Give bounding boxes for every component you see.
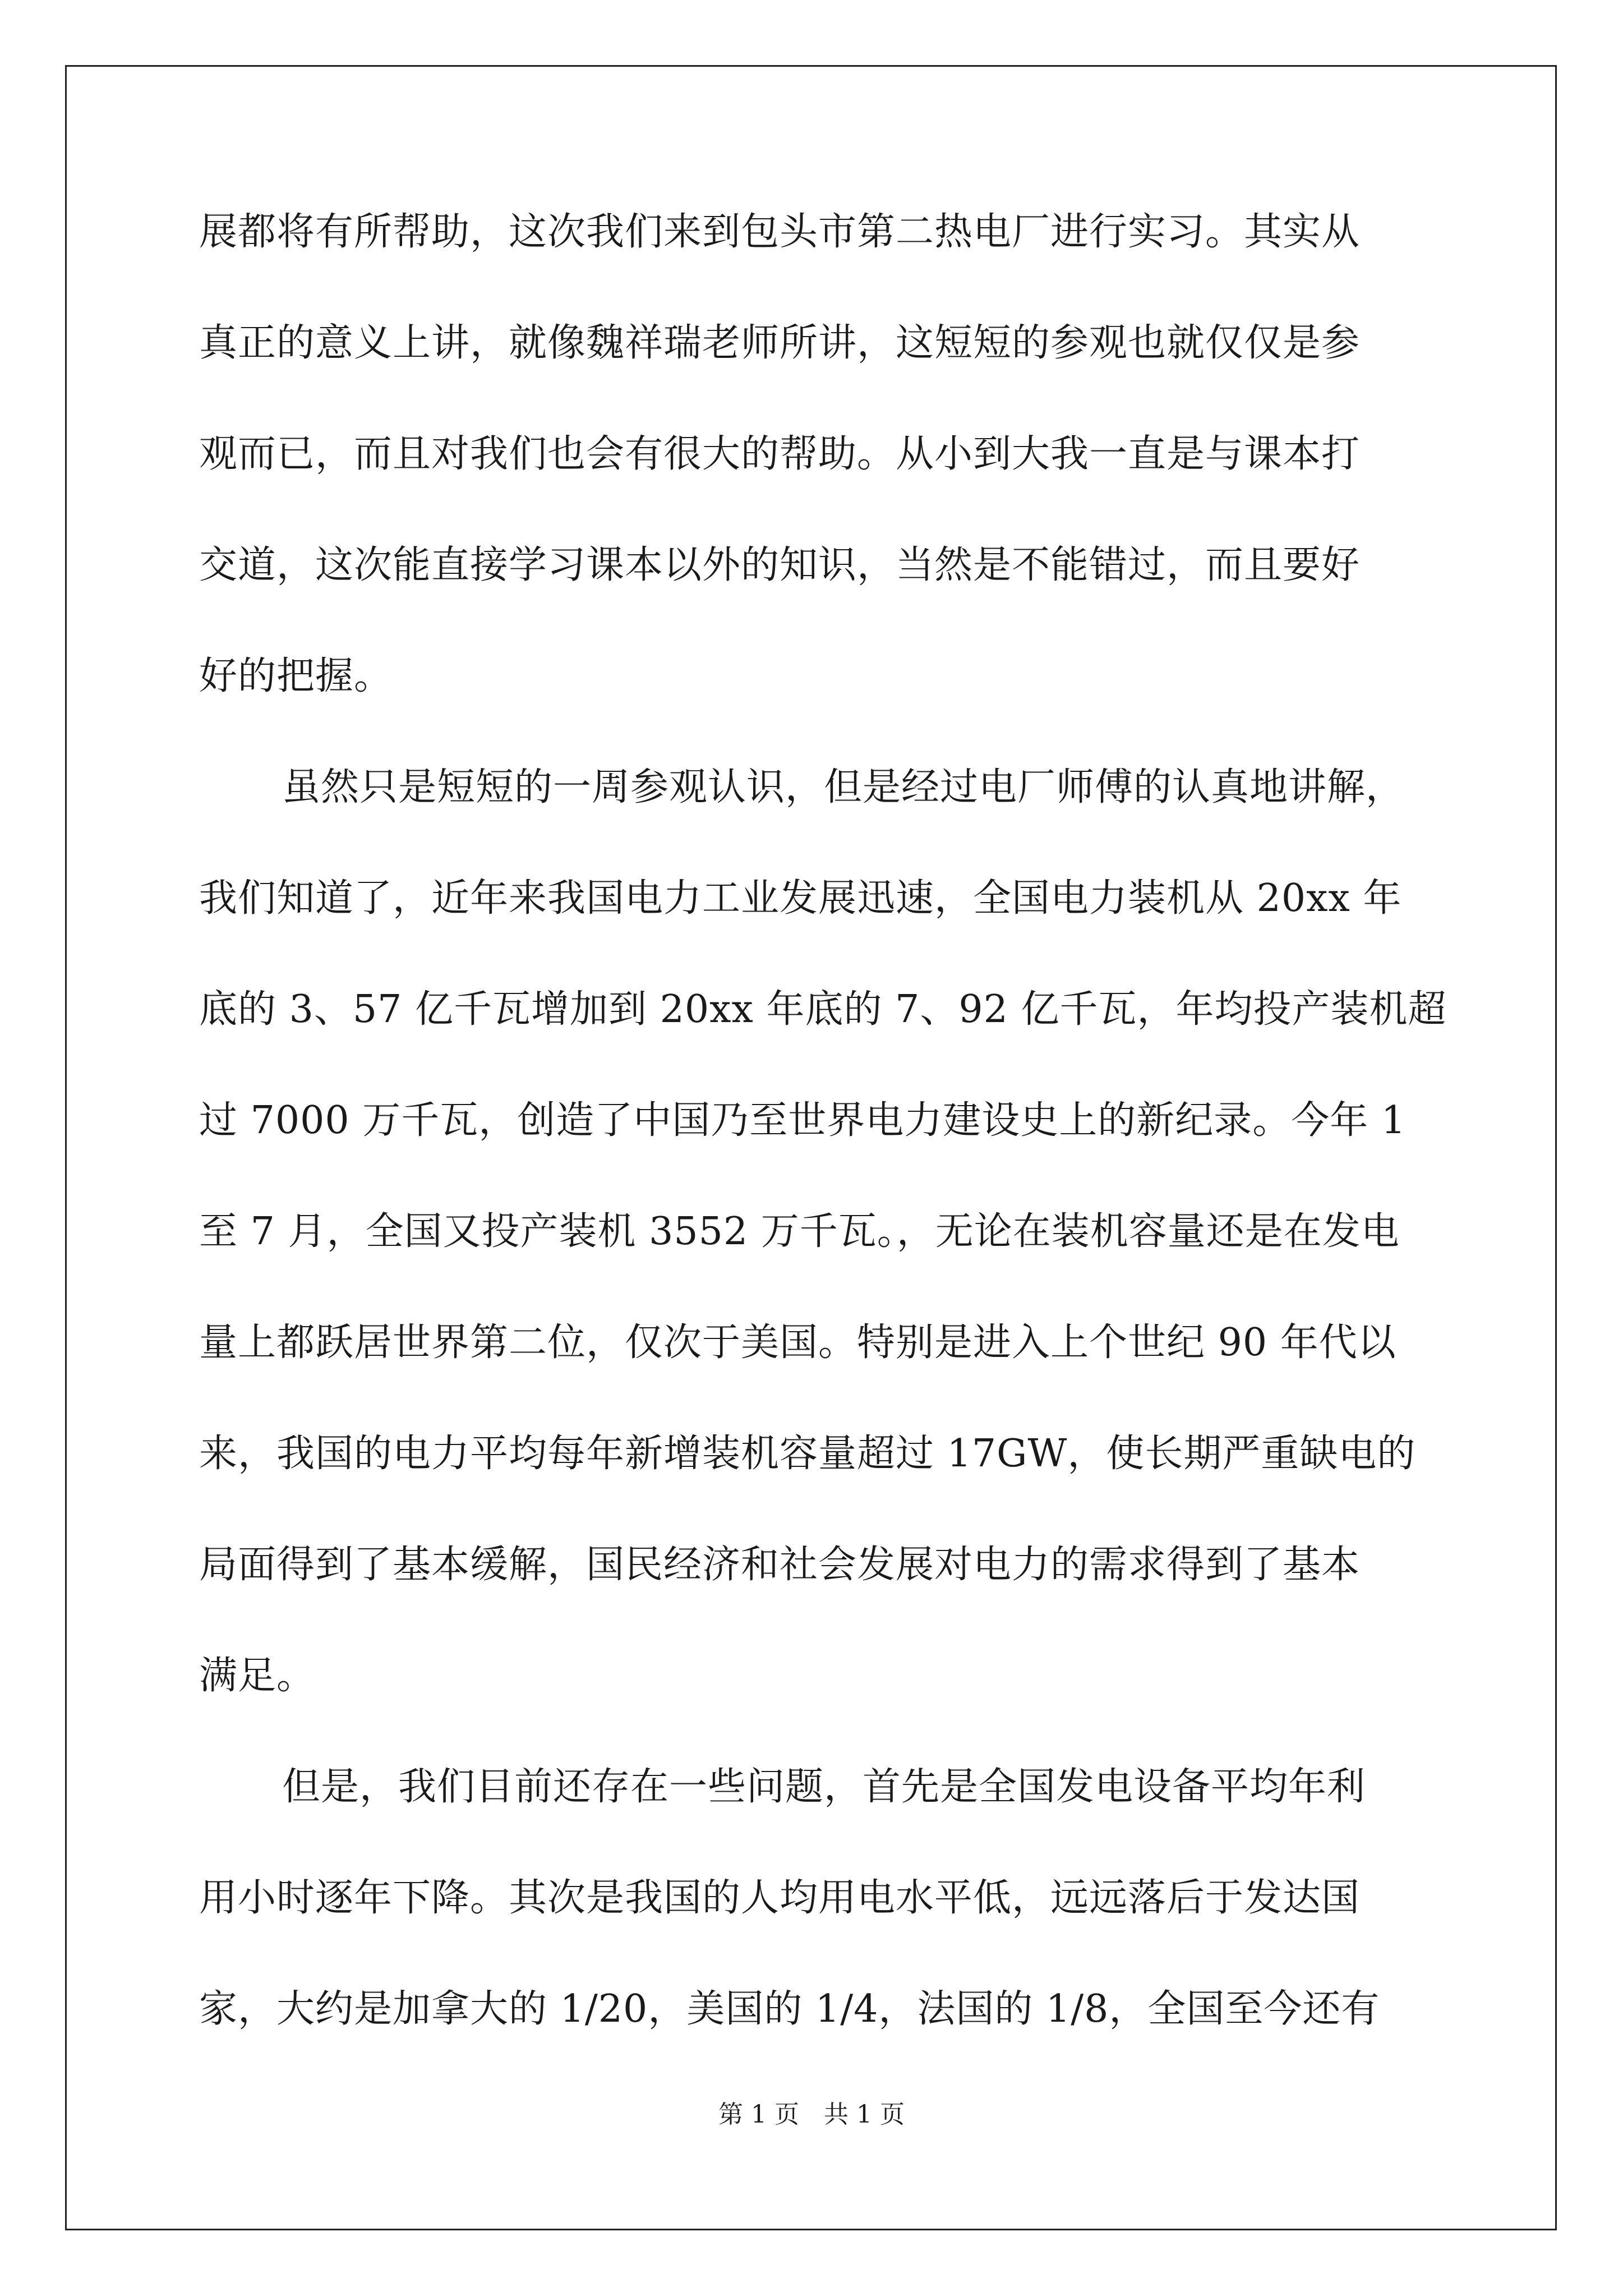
text-line-14: 满足。 xyxy=(199,1654,316,1698)
page-footer: 第 1 页 共 1 页 xyxy=(718,2100,905,2129)
text-line-5: 好的把握。 xyxy=(199,654,393,698)
text-line-3: 观而已，而且对我们也会有很大的帮助。从小到大我一直是与课本打 xyxy=(199,432,1361,476)
text-line-15: 但是，我们目前还存在一些问题，首先是全国发电设备平均年利 xyxy=(282,1765,1366,1809)
text-line-10: 至 7 月，全国又投产装机 3552 万千瓦。，无论在装机容量还是在发电 xyxy=(199,1209,1400,1254)
text-line-16: 用小时逐年下降。其次是我国的人均用电水平低，远远落后于发达国 xyxy=(199,1876,1361,1920)
text-line-8: 底的 3、57 亿千瓦增加到 20xx 年底的 7、92 亿千瓦，年均投产装机超 xyxy=(199,987,1447,1032)
text-line-4: 交道，这次能直接学习课本以外的知识，当然是不能错过，而且要好 xyxy=(199,543,1361,587)
text-line-17: 家，大约是加拿大的 1/20，美国的 1/4，法国的 1/8，全国至今还有 xyxy=(199,1987,1380,2031)
text-line-12: 来，我国的电力平均每年新增装机容量超过 17GW，使长期严重缺电的 xyxy=(199,1432,1416,1476)
text-line-7: 我们知道了，近年来我国电力工业发展迅速，全国电力装机从 20xx 年 xyxy=(199,876,1402,921)
text-line-9: 过 7000 万千瓦，创造了中国乃至世界电力建设史上的新纪录。今年 1 xyxy=(199,1098,1407,1143)
text-line-11: 量上都跃居世界第二位，仅次于美国。特别是进入上个世纪 90 年代以 xyxy=(199,1320,1396,1365)
text-line-6: 虽然只是短短的一周参观认识，但是经过电厂师傅的认真地讲解， xyxy=(282,765,1405,809)
text-line-2: 真正的意义上讲，就像魏祥瑞老师所讲，这短短的参观也就仅仅是参 xyxy=(199,321,1361,365)
text-line-13: 局面得到了基本缓解，国民经济和社会发展对电力的需求得到了基本 xyxy=(199,1543,1361,1587)
text-line-1: 展都将有所帮助，这次我们来到包头市第二热电厂进行实习。其实从 xyxy=(199,210,1361,254)
document-body xyxy=(199,208,1447,2096)
